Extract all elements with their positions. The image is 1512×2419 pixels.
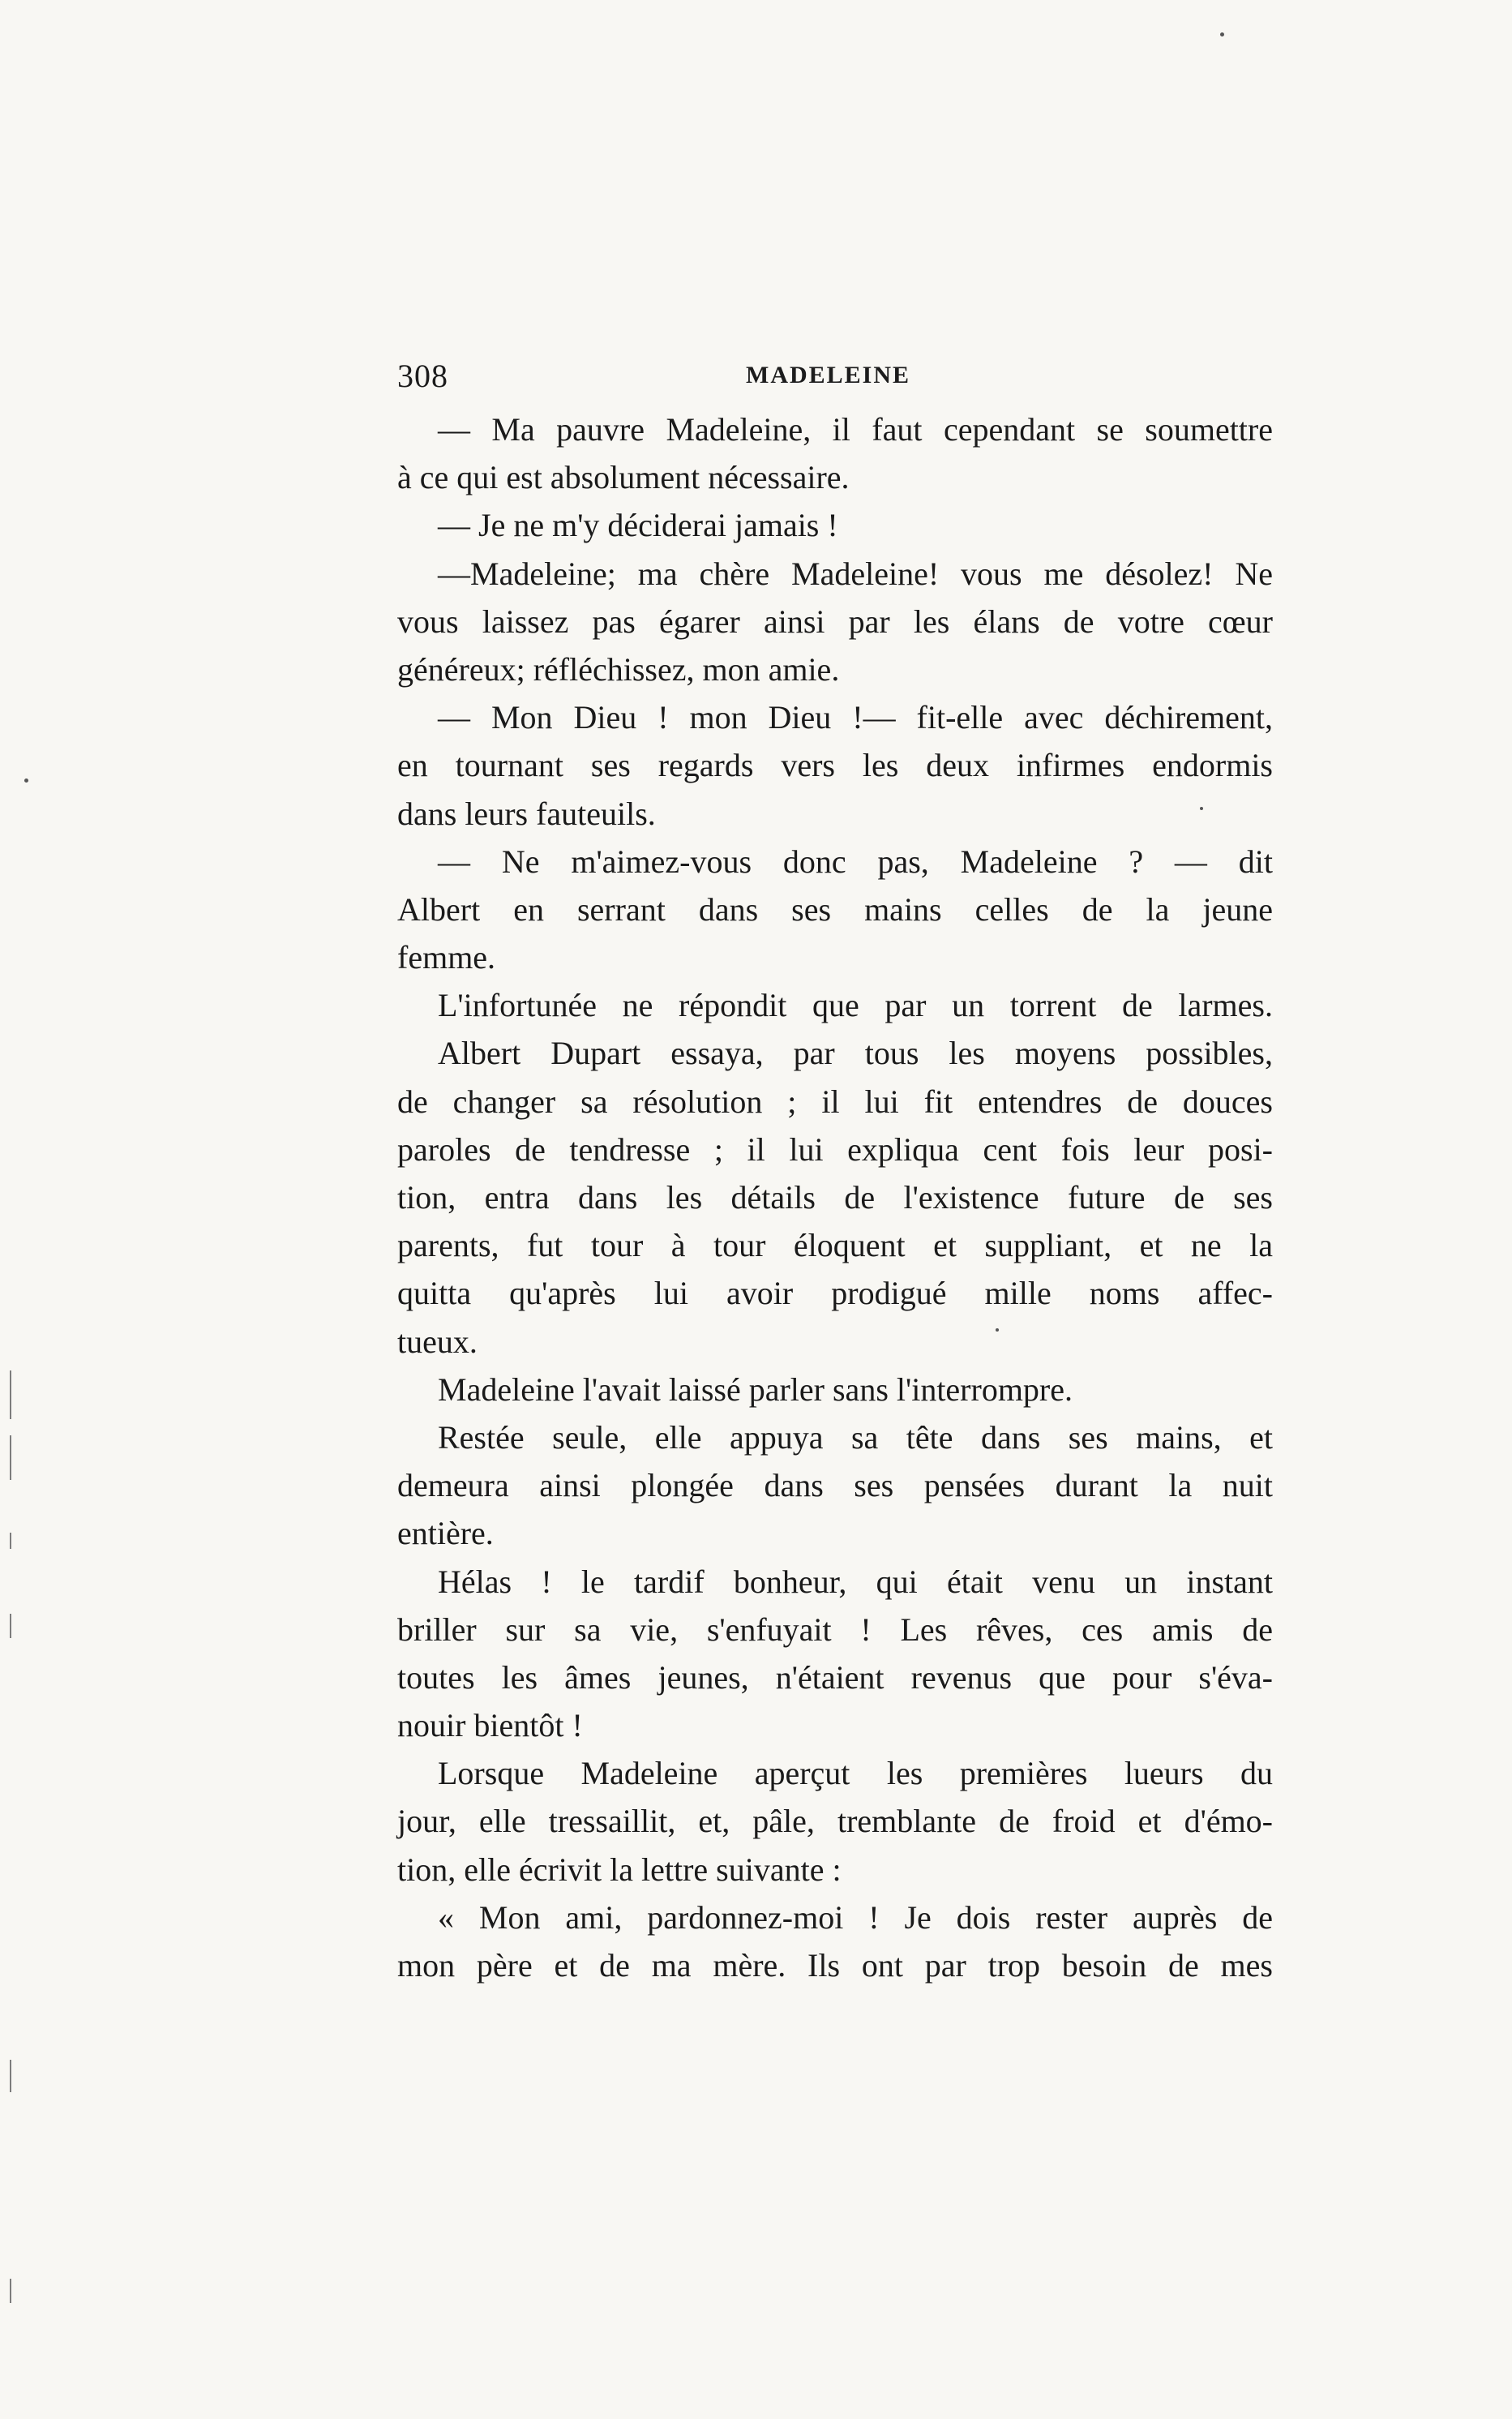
margin-mark [10,1614,11,1638]
text-line: nouir bientôt ! [397,1707,583,1744]
body-text [397,405,1273,1989]
text-line: femme. [397,939,496,976]
text-line: tion, entra dans les détails de l'existence future de ses [397,1179,1273,1216]
text-line: de changer sa résolution ; il lui fit entendres de douces [397,1083,1273,1120]
text-line: mon père et de ma mère. Ils ont par trop besoin de mes [397,1947,1273,1984]
text-line: jour, elle tressaillit, et, pâle, tremblante de froid et d'émo- [397,1803,1273,1840]
text-line: Albert en serrant dans ses mains celles de la jeune [397,890,1273,928]
text-line: toutes les âmes jeunes, n'étaient revenus que pour s'éva- [397,1658,1273,1696]
text-line: paroles de tendresse ; il lui expliqua cent fois leur posi- [397,1130,1273,1168]
scan-speck [996,1328,999,1332]
margin-mark [10,1370,11,1419]
margin-mark [10,2060,11,2092]
text-line: — Mon Dieu ! mon Dieu !— fit-elle avec déchirement, [438,699,1273,736]
text-line: Restée seule, elle appuya sa tête dans ses mains, et [438,1418,1273,1456]
text-line: tueux. [397,1323,478,1360]
text-line: en tournant ses regards vers les deux infirmes endormis [397,747,1273,784]
text-line: dans leurs fauteuils. [397,795,656,832]
text-line: généreux; réfléchissez, mon amie. [397,650,840,688]
scan-speck [1220,32,1224,36]
text-line: Lorsque Madeleine aperçut les premières lueurs du [438,1755,1273,1792]
text-line: quitta qu'après lui avoir prodigué mille noms affec- [397,1275,1273,1312]
scan-speck [1200,807,1203,810]
margin-mark [10,1435,11,1480]
margin-mark [10,1533,11,1549]
text-line: demeura ainsi plongée dans ses pensées durant la nuit [397,1467,1273,1504]
margin-mark [10,2279,11,2303]
text-line: « Mon ami, pardonnez-moi ! Je dois rester auprès de [438,1898,1273,1936]
text-line: L'infortunée ne répondit que par un torrent de larmes. [438,987,1273,1024]
text-line: Hélas ! le tardif bonheur, qui était venu un instant [438,1563,1273,1600]
scan-speck [24,778,28,783]
text-line: Madeleine l'avait laissé parler sans l'interrompre. [438,1370,1073,1408]
text-line: — Je ne m'y déciderai jamais ! [438,507,838,544]
running-title: MADELEINE [746,362,911,388]
text-line: entière. [397,1515,494,1552]
text-line: — Ne m'aimez-vous donc pas, Madeleine ? — dit [438,843,1273,880]
text-line: briller sur sa vie, s'enfuyait ! Les rêves, ces amis de [397,1611,1273,1648]
text-line: parents, fut tour à tour éloquent et suppliant, et ne la [397,1227,1273,1264]
text-line: Albert Dupart essaya, par tous les moyens possibles, [438,1035,1273,1072]
text-line: vous laissez pas égarer ainsi par les élans de votre cœur [397,603,1273,640]
running-head [397,357,1273,405]
text-line: —Madeleine; ma chère Madeleine! vous me désolez! Ne [438,555,1273,592]
text-line: tion, elle écrivit la lettre suivante : [397,1851,842,1888]
text-line: à ce qui est absolument nécessaire. [397,459,850,496]
page-number: 308 [397,358,448,394]
text-line: — Ma pauvre Madeleine, il faut cependant se soumettre [438,411,1273,448]
